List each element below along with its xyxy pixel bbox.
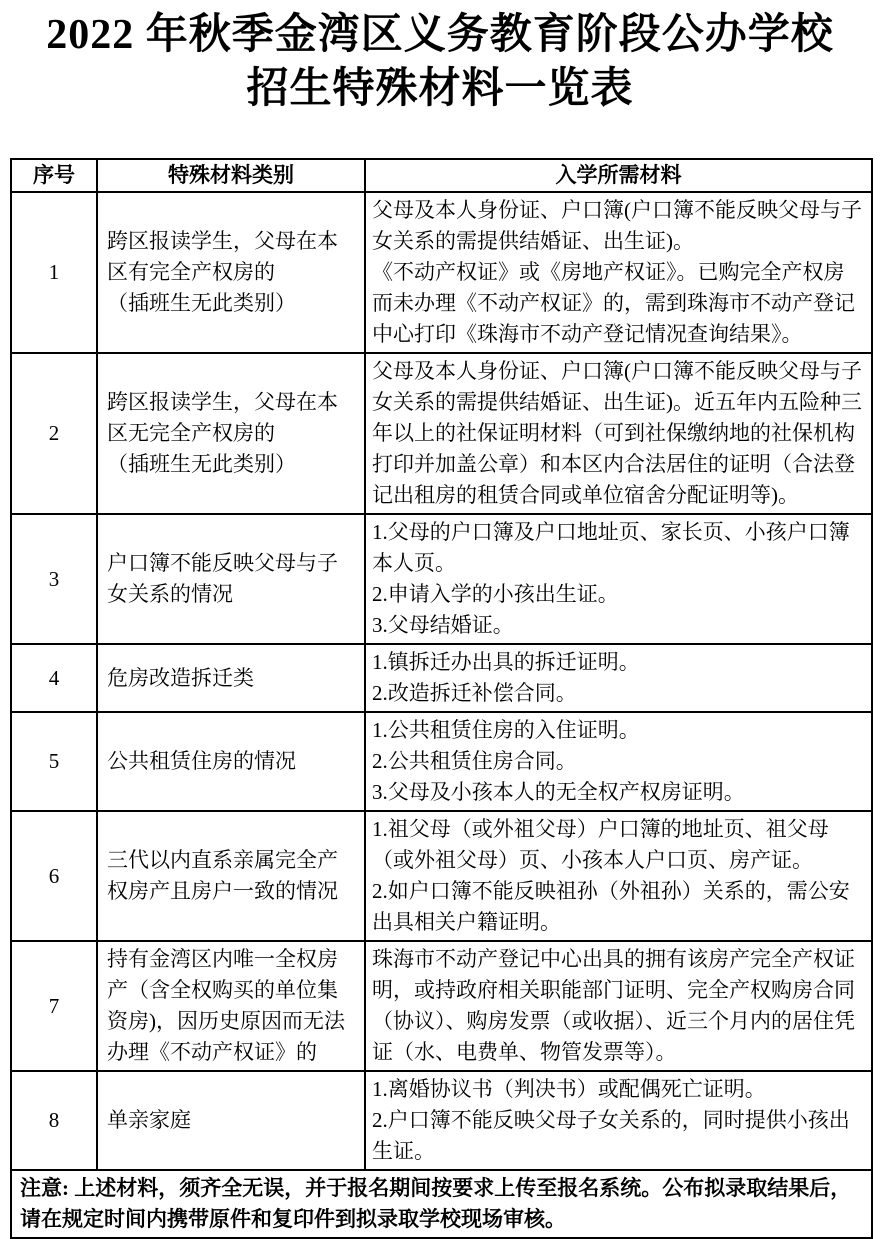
row-4-number: 4	[11, 644, 97, 712]
row-4-category-cell	[97, 644, 365, 712]
row-5-number: 5	[11, 712, 97, 811]
header-material-category: 特殊材料类别	[97, 159, 365, 192]
row-5-materials-cell	[365, 712, 872, 811]
row-3-category-cell	[97, 514, 365, 644]
materials-paragraph: 父母及本人身份证、户口簿(户口簿不能反映父母与子女关系的需提供结婚证、出生证)。	[372, 198, 862, 253]
materials-item: 1.离婚协议书（判决书）或配偶死亡证明。	[372, 1077, 766, 1101]
row-4-materials-cell	[365, 644, 872, 712]
category-text: 持有金湾区内唯一全权房产（含全权购买的单位集资房)，因历史原因而无法办理《不动产权证》的	[107, 947, 345, 1064]
table-row-3	[11, 514, 872, 644]
row-2-category-cell	[97, 353, 365, 514]
header-required-materials: 入学所需材料	[365, 159, 872, 192]
table-row-6	[11, 811, 872, 941]
row-2-materials-cell	[365, 353, 872, 514]
row-3-materials-cell	[365, 514, 872, 644]
materials-paragraph: 《不动产权证》或《房地产权证》。已购完全产权房而未办理《不动产权证》的，需到珠海市不动产登记中心打印《珠海市不动产登记情况查询结果》。	[372, 260, 855, 346]
materials-paragraph: 父母及本人身份证、户口簿(户口簿不能反映父母与子女关系的需提供结婚证、出生证)。近五年内五险种三年以上的社保证明材料（可到社保缴纳地的社保机构打印并加盖公章）和本区内合法居住的证明（合法登记出租房的租赁合同或单位宿舍分配证明等)。	[372, 359, 862, 507]
row-8-materials-cell	[365, 1071, 872, 1170]
materials-table	[10, 158, 873, 1239]
category-text: 跨区报读学生，父母在本区无完全产权房的	[107, 390, 338, 445]
row-7-category-cell	[97, 941, 365, 1071]
materials-item: 3.父母结婚证。	[372, 613, 514, 637]
materials-item: 3.父母及小孩本人的无全权产权房证明。	[372, 780, 745, 804]
category-note: （插班生无此类别）	[107, 291, 296, 315]
document-title	[0, 0, 880, 116]
materials-item: 2.申请入学的小孩出生证。	[372, 582, 619, 606]
row-8-number: 8	[11, 1071, 97, 1170]
title-line-2: 招生特殊材料一览表	[246, 66, 634, 112]
row-1-materials-cell	[365, 192, 872, 353]
title-line-1: 2022 年秋季金湾区义务教育阶段公办学校	[46, 12, 834, 58]
note-text: 注意: 上述材料，须齐全无误，并于报名期间按要求上传至报名系统。公布拟录取结果后，请在规定时间内携带原件和复印件到拟录取学校现场审核。	[20, 1176, 852, 1231]
materials-item: 2.户口簿不能反映父母子女关系的，同时提供小孩出生证。	[372, 1108, 850, 1163]
row-6-category-cell	[97, 811, 365, 941]
category-note: （插班生无此类别）	[107, 452, 296, 476]
materials-paragraph: 珠海市不动产登记中心出具的拥有该房产完全产权证明，或持政府相关职能部门证明、完全产权购房合同（协议）、购房发票（或收据）、近三个月内的居住凭证（水、电费单、物管发票等）。	[372, 947, 855, 1064]
note-cell	[11, 1170, 872, 1238]
materials-item: 1.镇拆迁办出具的拆迁证明。	[372, 650, 640, 674]
category-text: 三代以内直系亲属完全产权房产且房户一致的情况	[107, 848, 338, 903]
row-6-number: 6	[11, 811, 97, 941]
row-7-materials-cell	[365, 941, 872, 1071]
table-row-2	[11, 353, 872, 514]
table-row-5	[11, 712, 872, 811]
table-header-row	[11, 159, 872, 192]
row-1-number: 1	[11, 192, 97, 353]
row-8-category-cell	[97, 1071, 365, 1170]
category-text: 户口簿不能反映父母与子女关系的情况	[107, 551, 338, 606]
materials-item: 1.公共租赁住房的入住证明。	[372, 718, 640, 742]
materials-item: 1.父母的户口簿及户口地址页、家长页、小孩户口簿本人页。	[372, 520, 850, 575]
table-note-row	[11, 1170, 872, 1238]
table-row-8	[11, 1071, 872, 1170]
category-text: 跨区报读学生，父母在本区有完全产权房的	[107, 229, 338, 284]
row-3-number: 3	[11, 514, 97, 644]
table-row-7	[11, 941, 872, 1071]
materials-item: 2.改造拆迁补偿合同。	[372, 681, 577, 705]
row-2-number: 2	[11, 353, 97, 514]
table-row-1	[11, 192, 872, 353]
table-row-4	[11, 644, 872, 712]
row-1-category-cell	[97, 192, 365, 353]
category-text: 单亲家庭	[107, 1108, 191, 1132]
row-6-materials-cell	[365, 811, 872, 941]
category-text: 危房改造拆迁类	[107, 665, 254, 690]
materials-item: 1.祖父母（或外祖父母）户口簿的地址页、祖父母（或外祖父母）页、小孩本人户口页、房产证。	[372, 817, 829, 872]
materials-item: 2.如户口簿不能反映祖孙（外祖孙）关系的，需公安出具相关户籍证明。	[372, 879, 850, 934]
row-5-category-cell	[97, 712, 365, 811]
materials-item: 2.公共租赁住房合同。	[372, 749, 577, 773]
row-7-number: 7	[11, 941, 97, 1071]
header-serial-number: 序号	[11, 159, 97, 192]
category-text: 公共租赁住房的情况	[107, 749, 296, 773]
